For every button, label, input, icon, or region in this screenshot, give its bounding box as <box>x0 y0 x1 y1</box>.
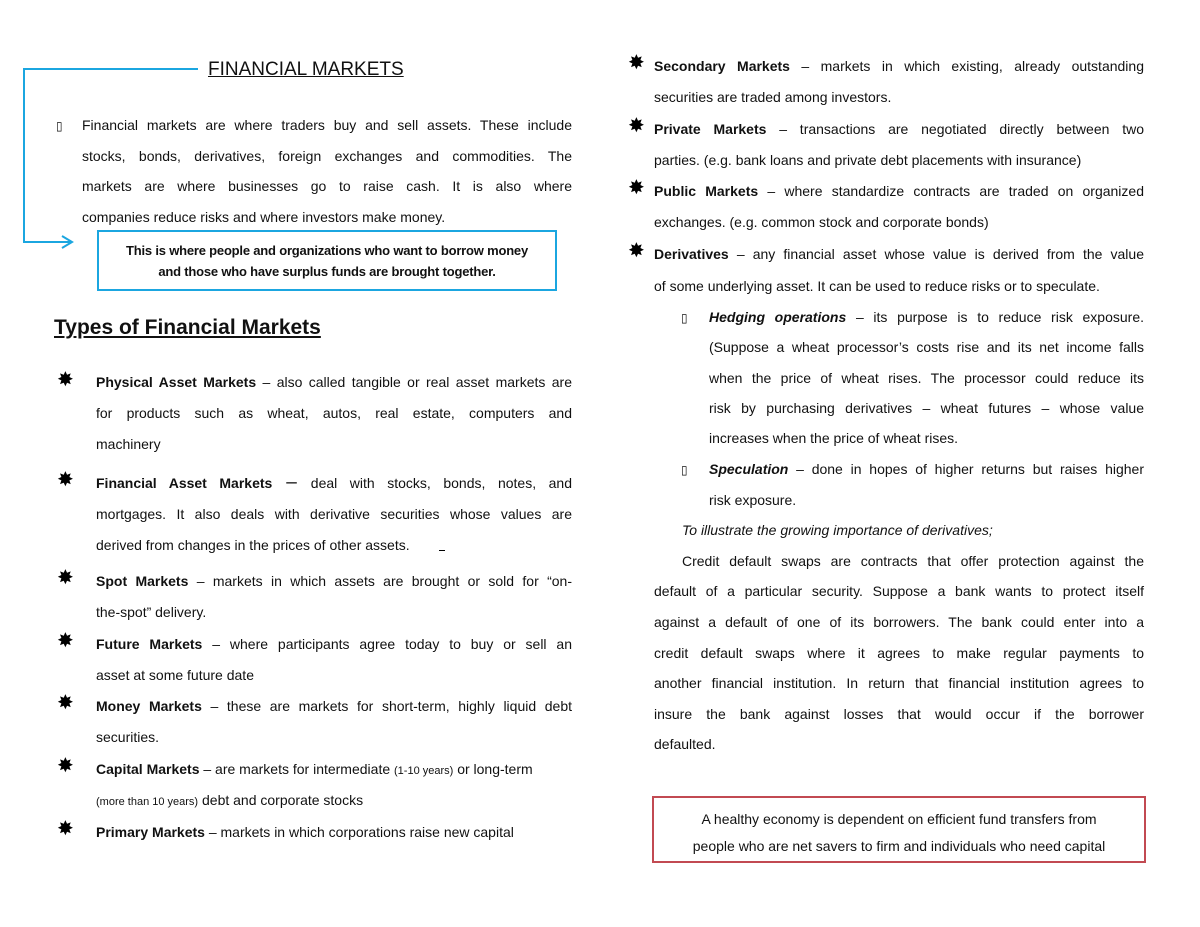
item-financial-l2: mortgages. It also deals with derivative securities whose values are <box>96 506 572 522</box>
item-secondary <box>654 56 1144 76</box>
desc-small: (more than 10 years) <box>96 796 199 808</box>
desc: – are markets for intermediate <box>199 761 395 777</box>
desc-small: (1-10 years) <box>394 765 454 777</box>
item-financial <box>96 473 572 493</box>
item-public-l2: exchanges. (e.g. common stock and corporate bonds) <box>654 214 989 230</box>
item-hedging-l5: increases when the price of wheat rises. <box>709 430 959 446</box>
callout-economy-box <box>652 796 1146 863</box>
missing-glyph-square-icon: ▯ <box>56 119 63 133</box>
item-physical-l2: for products such as wheat, autos, real estate, computers and <box>96 405 572 421</box>
desc: – where standardize contracts are traded on organized <box>758 183 1144 199</box>
item-future <box>96 634 572 654</box>
intro-line: markets are where businesses go to raise cash. It is also where <box>82 178 572 194</box>
six-point-star-icon: ✸ <box>57 690 74 714</box>
item-spot-l2: the-spot” delivery. <box>96 604 207 620</box>
item-primary <box>96 822 514 842</box>
item-capital <box>96 759 533 781</box>
illustrate-line: another financial institution. In return that financial institution agrees to <box>654 675 1144 691</box>
item-money <box>96 696 572 716</box>
illustrate-line: default of a particular security. Suppose a bank wants to protect itself <box>654 583 1144 599</box>
item-speculation <box>709 459 1144 479</box>
six-point-star-icon: ✸ <box>628 113 645 137</box>
underline-mark <box>439 550 445 551</box>
six-point-star-icon: ✸ <box>628 238 645 262</box>
illustrate-line: defaulted. <box>654 736 716 752</box>
desc: – transactions are negotiated directly between two <box>766 121 1144 137</box>
missing-glyph-square-icon: ▯ <box>681 311 688 325</box>
intro-line: Financial markets are where traders buy and sell assets. These include <box>82 117 572 133</box>
term: Capital Markets <box>96 761 200 777</box>
item-physical <box>96 372 572 392</box>
illustrate-line: Credit default swaps are contracts that offer protection against the <box>682 553 1144 569</box>
item-hedging <box>709 307 1144 327</box>
desc: deal with stocks, bonds, notes, and <box>310 475 572 491</box>
six-point-star-icon: ✸ <box>57 816 74 840</box>
six-point-star-icon: ✸ <box>57 367 74 391</box>
item-capital-l2 <box>96 790 363 812</box>
desc: debt and corporate stocks <box>198 792 364 808</box>
desc: – its purpose is to reduce risk exposure. <box>846 309 1144 325</box>
callout-line: A healthy economy is dependent on efficient fund transfers from <box>701 811 1097 827</box>
item-physical-l3: machinery <box>96 436 161 452</box>
page-title: FINANCIAL MARKETS <box>208 59 404 80</box>
term: Future Markets <box>96 636 203 652</box>
desc: – done in hopes of higher returns but raises higher <box>788 461 1144 477</box>
illustrate-line: insure the bank against losses that would occur if the borrower <box>654 706 1144 722</box>
callout-line: people who are net savers to firm and individuals who need capital <box>692 838 1106 854</box>
six-point-star-icon: ✸ <box>57 467 74 491</box>
item-derivatives <box>654 244 1144 264</box>
term: Physical Asset Markets <box>96 374 257 390</box>
desc: – markets in which existing, already outstanding <box>789 58 1144 74</box>
item-private <box>654 119 1144 139</box>
desc: – these are markets for short-term, highly liquid debt <box>201 698 572 714</box>
callout-borrow-box <box>97 230 557 291</box>
intro-line: companies reduce risks and where investors make money. <box>82 209 446 225</box>
desc: – any financial asset whose value is derived from the value <box>728 246 1144 262</box>
callout-line: and those who have surplus funds are brought together. <box>158 264 496 279</box>
item-spot <box>96 571 572 591</box>
item-financial-l3: derived from changes in the prices of other assets. <box>96 537 410 553</box>
term: Speculation <box>709 461 789 477</box>
six-point-star-icon: ✸ <box>57 565 74 589</box>
term: Private Markets <box>654 121 767 137</box>
item-hedging-l2: (Suppose a wheat processor’s costs rise and its net income falls <box>709 339 1144 355</box>
desc: – markets in which assets are brought or sold for “on- <box>188 573 572 589</box>
types-heading: Types of Financial Markets <box>54 316 321 339</box>
item-derivatives-l2: of some underlying asset. It can be used to reduce risks or to speculate. <box>654 278 1100 294</box>
item-future-l2: asset at some future date <box>96 667 254 683</box>
item-hedging-l4: risk by purchasing derivatives – wheat futures – whose value <box>709 400 1144 416</box>
item-private-l2: parties. (e.g. bank loans and private debt placements with insurance) <box>654 152 1082 168</box>
term: Hedging operations <box>709 309 847 325</box>
illustrate-line: against a default of one of its borrowers. The bank could enter into a <box>654 614 1144 630</box>
term: Money Markets <box>96 698 202 714</box>
illustrate-line: credit default swaps where it agrees to make regular payments to <box>654 645 1144 661</box>
item-hedging-l3: when the price of wheat rises. The processor could reduce its <box>709 370 1144 386</box>
term: Secondary Markets <box>654 58 790 74</box>
six-point-star-icon: ✸ <box>57 753 74 777</box>
six-point-star-icon: ✸ <box>628 50 645 74</box>
item-secondary-l2: securities are traded among investors. <box>654 89 892 105</box>
callout-line: This is where people and organizations who want to borrow money <box>126 243 528 258</box>
term: Financial Asset Markets <box>96 475 273 491</box>
desc: – where participants agree today to buy or sell an <box>202 636 572 652</box>
term: Primary Markets <box>96 824 205 840</box>
six-point-star-icon: ✸ <box>628 175 645 199</box>
intro-line: stocks, bonds, derivatives, foreign exchanges and commodities. The <box>82 148 572 164</box>
desc: – markets in which corporations raise new capital <box>204 824 514 840</box>
term: Public Markets <box>654 183 759 199</box>
item-public <box>654 181 1144 201</box>
desc: – also called tangible or real asset markets are <box>256 374 572 390</box>
term: Spot Markets <box>96 573 189 589</box>
item-money-l2: securities. <box>96 729 160 745</box>
desc: or long-term <box>453 761 533 777</box>
item-speculation-l2: risk exposure. <box>709 492 797 508</box>
missing-glyph-square-icon: ▯ <box>681 463 688 477</box>
term: Derivatives <box>654 246 729 262</box>
dash: – <box>272 472 311 493</box>
illustrate-intro: To illustrate the growing importance of derivatives; <box>682 522 993 538</box>
six-point-star-icon: ✸ <box>57 628 74 652</box>
